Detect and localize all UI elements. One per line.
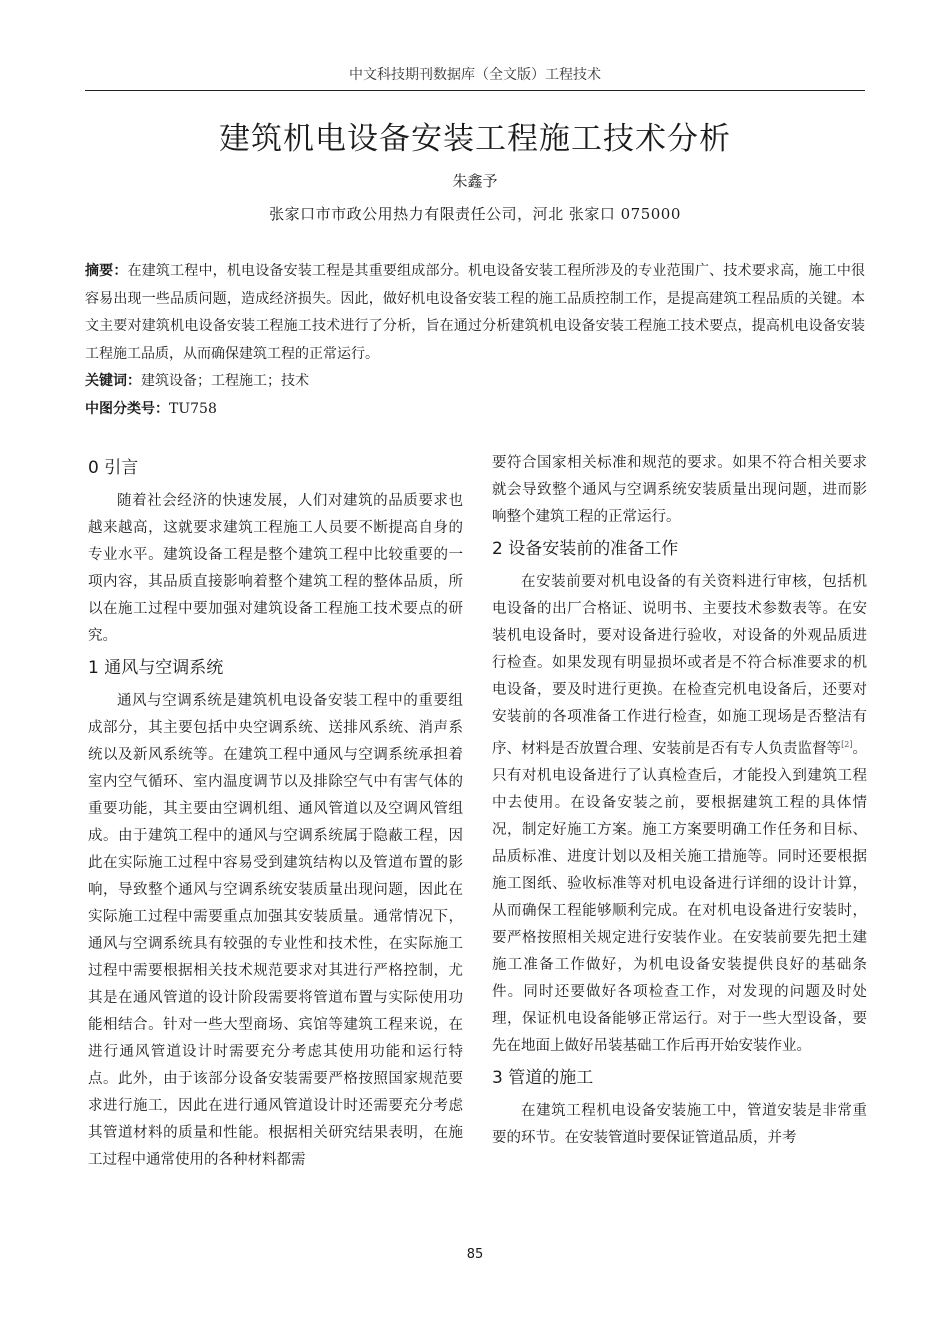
author: 朱鑫予 <box>452 172 498 190</box>
section-heading: 3 管道的施工 <box>492 1067 594 1088</box>
paragraph: 通风与空调系统是建筑机电设备安装工程中的重要组成部分，其主要包括中央空调系统、送排风系统、消声系统以及新风系统等。在建筑工程中通风与空调系统承担着室内空气循环、室内温度调节以及排除空气中有害气体的重要功能，其主要由空调机组、通风管道以及空调风管组成。由于建筑工程中的通风与空调系统属于隐蔽工程，因此在实际施工过程中容易受到建筑结构以及管道布置的影响，导致整个通风与空调系统安装质量出现问题，因此在实际施工过程中需要重点加强其安装质量。通常情况下，通风与空调系统具有较强的专业性和技术性，在实际施工过程中需要根据相关技术规范要求对其进行严格控制，尤其是在通风管道的设计阶段需要将管道布置与实际使用功能相结合。针对一些大型商场、宾馆等建筑工程来说，在进行通风管道设计时需要充分考虑其使用功能和运行特点。此外，由于该部分设备安装需要严格按照国家规范要求进行施工，因此在进行通风管道设计时还需要充分考虑其管道材料的质量和性能。根据相关研究结果表明，在施工过程中通常使用的各种材料都需 <box>88 693 463 1168</box>
clc-label: 中图分类号： <box>85 400 169 417</box>
keywords-text: 建筑设备；工程施工；技术 <box>141 373 309 389</box>
keywords-label: 关键词： <box>85 373 141 389</box>
keywords <box>85 368 865 396</box>
clc-text: TU758 <box>169 400 217 417</box>
journal-header: 中文科技期刊数据库（全文版）工程技术 <box>85 64 865 91</box>
paragraph-text: 在安装前要对机电设备的有关资料进行审核，包括机电设备的出厂合格证、说明书、主要技术参数表等。在安装机电设备时，要对设备进行验收，对设备的外观品质进行检查。如果发现有明显损坏或者是不符合标准要求的机电设备，要及时进行更换。在检查完机电设备后，还要对安装前的各项准备工作进行检查，如施工现场是否整洁有序、材料是否放置合理、安装前是否有专人负责监督等 <box>492 574 867 757</box>
paragraph: 在建筑工程机电设备安装施工中，管道安装是非常重要的环节。在安装管道时要保证管道品质，并考 <box>492 1102 867 1146</box>
clc-number <box>85 396 865 424</box>
article-title: 建筑机电设备安装工程施工技术分析 <box>219 121 731 157</box>
section-heading: 2 设备安装前的准备工作 <box>492 539 679 559</box>
paragraph-text: 。只有对机电设备进行了认真检查后，才能投入到建筑工程中去使用。在设备安装之前，要根据建筑工程的具体情况，制定好施工方案。施工方案要明确工作任务和目标、品质标准、进度计划以及相关施工措施等。同时还要根据施工图纸、验收标准等对机电设备进行详细的设计计算，从而确保工程能够顺利完成。在对机电设备进行安装时，要严格按照相关规定进行安装作业。在安装前要先把土建施工准备工作做好，为机电设备安装提供良好的基础条件。同时还要做好各项检查工作，对发现的问题及时处理，保证机电设备能够正常运行。对于一些大型设备，要先在地面上做好吊装基础工作后再开始安装作业。 <box>492 740 867 1054</box>
right-column <box>492 450 867 1152</box>
left-column <box>88 450 463 1174</box>
abstract-block <box>85 258 865 423</box>
affiliation: 张家口市市政公用热力有限责任公司，河北 张家口 075000 <box>269 205 681 223</box>
abstract-label: 摘要： <box>85 263 128 279</box>
abstract-text: 在建筑工程中，机电设备安装工程是其重要组成部分。机电设备安装工程所涉及的专业范围广、技术要求高，施工中很容易出现一些品质问题，造成经济损失。因此，做好机电设备安装工程的施工品质控制工作，是提高建筑工程品质的关键。本文主要对建筑机电设备安装工程施工技术进行了分析，旨在通过分析建筑机电设备安装工程施工技术要点，提高机电设备安装工程施工品质，从而确保建筑工程的正常运行。 <box>85 263 866 362</box>
citation-ref[interactable]: [2] <box>841 740 853 749</box>
section-heading: 0 引言 <box>88 458 139 478</box>
paragraph-continued: 要符合国家相关标准和规范的要求。如果不符合相关要求就会导致整个通风与空调系统安装质量出现问题，进而影响整个建筑工程的正常运行。 <box>492 455 867 525</box>
section-heading: 1 通风与空调系统 <box>88 658 224 678</box>
paragraph <box>492 569 867 1060</box>
paragraph: 随着社会经济的快速发展，人们对建筑的品质要求也越来越高，这就要求建筑工程施工人员要不断提高自身的专业水平。建筑设备工程是整个建筑工程中比较重要的一项内容，其品质直接影响着整个建筑工程的整体品质，所以在施工过程中要加强对建筑设备工程施工技术要点的研究。 <box>88 493 463 644</box>
abstract <box>85 258 865 368</box>
page-number: 85 <box>466 1247 484 1262</box>
